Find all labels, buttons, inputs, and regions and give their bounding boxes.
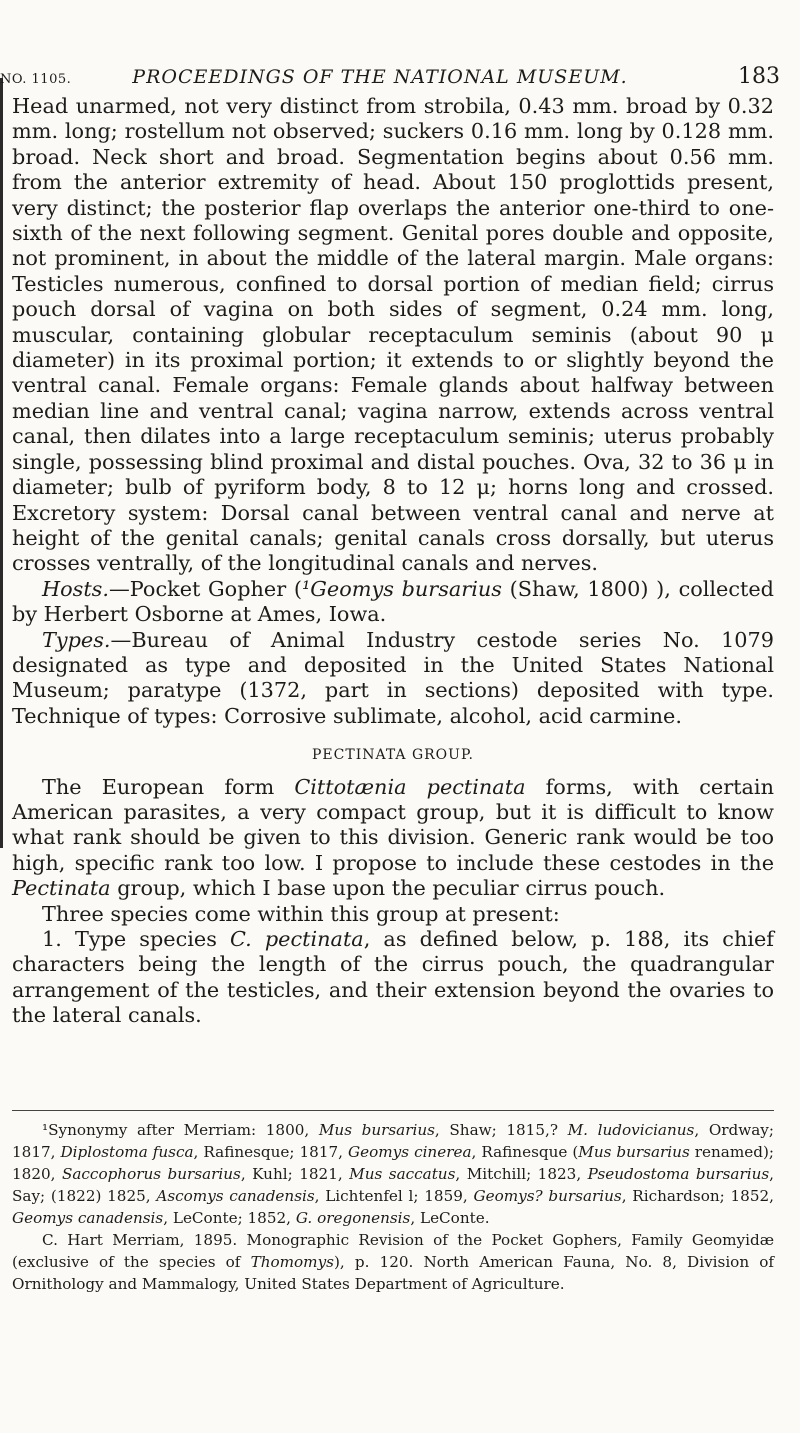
description-paragraph: Head unarmed, not very distinct from strobila, 0.43 mm. broad by 0.32 mm. long; rostellum not observed; suckers 0.16 mm. long by 0.128 mm. broad. Neck short and broad. Segmentation begins about 0.56 mm. from the anterior extremity of head. About 150 proglottids present, very distinct; the posterior flap overlaps the anterior one-third to one-sixth of the next following segment. Genital pores double and opposite, not prominent, in about the middle of the lateral margin. Male organs: Testicles numerous, confined to dorsal portion of median field; cirrus pouch dorsal of vagina on both sides of segment, 0.24 mm. long, muscular, containing globular receptaculum seminis (about 90 μ diameter) in its proximal portion; it extends to or slightly beyond the ventral canal. Female organs: Female glands about halfway between median line and ventral canal; vagina narrow, extends across ventral canal, then dilates into a large receptaculum seminis; uterus probably single, possessing blind proximal and distal pouches. Ova, 32 to 36 μ in diameter; bulb of pyriform body, 8 to 12 μ; horns long and crossed. Excretory system: Dorsal canal between ventral canal and nerve at height of the genital canals; genital canals cross dorsally, but uterus crosses ventrally, of the longitudinal canals and nerves. (12, 94, 774, 576)
hosts-label: Hosts. (42, 576, 109, 601)
page-number: 183 (738, 64, 780, 89)
species-item-1: 1. Type species C. pectinata, as defined below, p. 188, its chief characters being the length of the cirrus pouch, the quadrangular arrangement of the testicles, and their extension beyond the ovaries to the lateral canals. (12, 927, 774, 1028)
types-paragraph: Types.—Bureau of Animal Industry cestode series No. 1079 designated as type and deposited in the United States National Museum; paratype (1372, part in sections) deposited with type. Technique of types: Corrosive sublimate, alcohol, acid carmine. (12, 627, 774, 728)
section-heading: PECTINATA GROUP. (312, 747, 474, 764)
running-header (0, 64, 780, 94)
issue-number: NO. 1105. (0, 72, 72, 87)
types-label: Types. (42, 627, 111, 652)
footnote-synonymy: ¹Synonymy after Merriam: 1800, Mus bursarius, Shaw; 1815,? M. ludovicianus, Ordway; 1817, Diplostoma fusca, Rafinesque; 1817, Geomys cinerea, Rafinesque (Mus bursarius renamed); 1820, Saccophorus bursarius, Kuhl; 1821, Mus saccatus, Mitchill; 1823, Pseudostoma bursarius, Say; (1822) 1825, Ascomys canadensis, Lichtenfel l; 1859, Geomys? bursarius, Richardson; 1852, Geomys canadensis, LeConte; 1852, G. oregonensis, LeConte. (12, 1121, 774, 1227)
footnotes (12, 1110, 774, 1295)
hosts-paragraph: Hosts.—Pocket Gopher (¹Geomys bursarius (Shaw, 1800) ), collected by Herbert Osborne at Ames, Iowa. (12, 576, 774, 627)
footnote-reference: C. Hart Merriam, 1895. Monographic Revision of the Pocket Gophers, Family Geomyidæ (exclusive of the species of Thomomys), p. 120. North American Fauna, No. 8, Division of Ornithology and Mammalogy, United States Department of Agriculture. (12, 1231, 774, 1293)
species-intro: Three species come within this group at present: (42, 901, 560, 926)
host-species: ¹Geomys bursarius (301, 576, 502, 601)
pectinata-paragraph: The European form Cittotænia pectinata forms, with certain American parasites, a very compact group, but it is difficult to know what rank should be given to this division. Generic rank would be too high, specific rank too low. I propose to include these cestodes in the Pectinata group, which I base upon the peculiar cirrus pouch. (12, 774, 774, 901)
body-text (12, 94, 774, 1029)
margin-rule (0, 78, 3, 848)
journal-title: PROCEEDINGS OF THE NATIONAL MUSEUM. (132, 66, 628, 88)
